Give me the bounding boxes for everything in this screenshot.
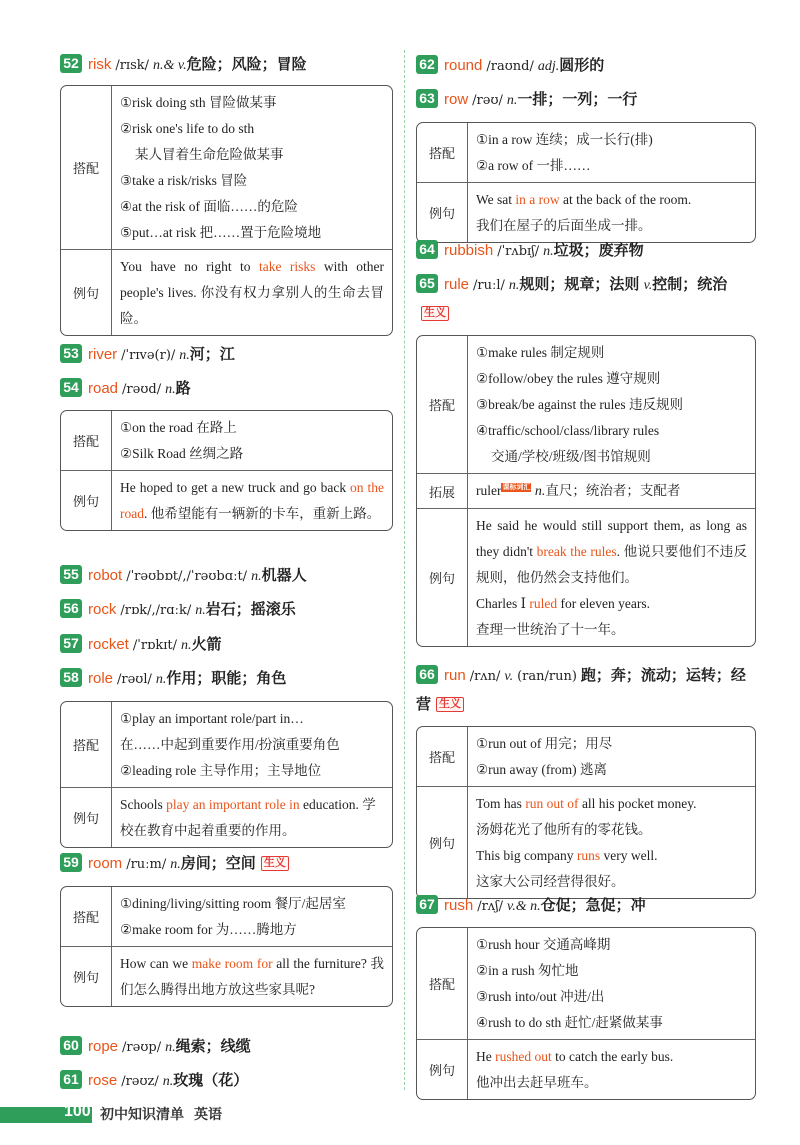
extension-content [468, 474, 755, 508]
headword: rock [88, 601, 117, 618]
example-sentence [112, 947, 392, 1006]
headword: rubbish [444, 242, 494, 259]
collocation-label: 搭配 [61, 702, 112, 787]
collocation-item: ②run away (from) 逃离 [476, 762, 607, 777]
entry-number: 54 [60, 378, 82, 397]
phonetic: /ˈrɪvə(r)/ [121, 348, 176, 363]
highlight-phrase: in a row [515, 192, 560, 207]
phonetic: /ˈrʌbɪʃ/ [497, 244, 540, 259]
collocation-row [417, 336, 755, 473]
part-of-speech: n.& v. [153, 58, 187, 73]
part-of-speech: n. [543, 244, 554, 259]
meaning: 一排；一列；一行 [517, 91, 638, 108]
entry-number: 56 [60, 599, 82, 618]
meaning: 跑；奔；流动；运转；经营 [416, 667, 746, 713]
headword: room [88, 855, 123, 872]
meaning: 圆形的 [559, 57, 605, 74]
entry-59-heading [60, 853, 393, 876]
phonetic: /rəʊp/ [122, 1040, 162, 1055]
collocation-row [61, 887, 392, 946]
example-text: How can we [120, 956, 192, 971]
headword: row [444, 91, 469, 108]
collocation-row [417, 727, 755, 786]
collocation-row [417, 928, 755, 1039]
entry-66-table [416, 726, 756, 899]
example-label: 例句 [61, 788, 112, 847]
example-text: very well. [600, 848, 658, 863]
example-text: with other people's lives. 你没有权力拿别人的生命去冒险。 [120, 259, 384, 326]
collocation-label: 搭配 [61, 86, 112, 249]
meaning: 火箭 [191, 636, 222, 653]
entry-number: 67 [416, 895, 438, 914]
example-row [61, 787, 392, 847]
entry-53-heading [60, 344, 393, 367]
highlight-phrase: ruled [529, 596, 558, 611]
entry-number: 62 [416, 55, 438, 74]
collocation-item: ②risk one's life to do sth [120, 121, 255, 136]
entry-59-table [60, 886, 393, 1007]
example-text: for eleven years. [557, 596, 651, 611]
entry-54-heading [60, 378, 393, 401]
headword: rose [88, 1072, 118, 1089]
collocation-row [61, 411, 392, 470]
extension-row [417, 473, 755, 508]
entry-52-heading [60, 54, 393, 77]
collocation-list [468, 336, 755, 473]
collocation-item: ④at the risk of 面临……的危险 [120, 199, 298, 214]
example-sentence [112, 250, 392, 335]
example-label: 例句 [417, 787, 468, 898]
collocation-label: 搭配 [61, 411, 112, 470]
collocation-item: ③rush into/out 冲进/出 [476, 989, 605, 1004]
part-of-speech: n. [179, 348, 190, 363]
extension-meaning: 直尺；统治者；支配者 [545, 483, 681, 498]
collocation-item: 在……中起到重要作用/扮演重要角色 [120, 737, 340, 752]
entry-65-heading [416, 271, 756, 328]
meaning: 仓促；急促；冲 [540, 897, 646, 914]
example-text: to catch the early bus. [551, 1049, 674, 1064]
entry-54-table [60, 410, 393, 531]
entry-63-table [416, 122, 756, 243]
headword: road [88, 380, 119, 397]
entry-number: 55 [60, 565, 82, 584]
collocation-label: 搭配 [417, 123, 468, 182]
headword: risk [88, 56, 112, 73]
example-sentence [468, 509, 755, 646]
part-of-speech: n. [181, 638, 192, 653]
example-line [476, 791, 747, 817]
entry-65-table [416, 335, 756, 647]
phonetic: /rəʊl/ [117, 672, 152, 687]
meaning: 玫瑰（花） [173, 1072, 249, 1089]
collocation-list [112, 86, 392, 249]
highlight-phrase: on the road [120, 480, 384, 521]
meaning: 河；江 [189, 346, 235, 363]
example-row [61, 470, 392, 530]
column-divider [404, 50, 405, 1090]
part-of-speech: adj. [537, 59, 560, 74]
meaning: 绳索；线缆 [175, 1038, 251, 1055]
phonetic: /ruːm/ [126, 857, 167, 872]
collocation-label: 搭配 [61, 887, 112, 946]
headword: rope [88, 1038, 119, 1055]
meaning: 规则；规章；法则 [519, 276, 640, 293]
collocation-row [61, 86, 392, 249]
example-label: 例句 [417, 183, 468, 242]
example-text: You have no right to [120, 259, 259, 274]
example-text: This big company [476, 848, 577, 863]
example-text: We sat [476, 192, 516, 207]
phonetic: /ruːl/ [473, 278, 505, 293]
entry-number: 58 [60, 668, 82, 687]
part-of-speech: n. [155, 672, 167, 687]
collocation-item: ③break/be against the rules 违反规则 [476, 397, 684, 412]
entry-number: 59 [60, 853, 82, 872]
entry-number: 53 [60, 344, 82, 363]
example-label: 例句 [417, 509, 468, 646]
subject-title: 英语 [194, 1106, 222, 1122]
example-label: 例句 [417, 1040, 468, 1099]
headword: robot [88, 567, 123, 584]
part-of-speech: n. [165, 382, 176, 397]
example-text: He hoped to get a new truck and go back [120, 480, 351, 495]
entry-number: 60 [60, 1036, 82, 1055]
example-text: He [476, 1049, 496, 1064]
new-meaning-tag: 生义 [421, 306, 449, 321]
collocation-item: 某人冒着生命危险做某事 [135, 147, 284, 162]
example-label: 例句 [61, 471, 112, 530]
headword: rule [444, 276, 470, 293]
entry-number: 65 [416, 274, 438, 293]
highlight-phrase: run out of [525, 796, 579, 811]
book-title: 初中知识清单 [100, 1106, 184, 1122]
collocation-item: ①rush hour 交通高峰期 [476, 937, 611, 952]
highlight-phrase: make room for [191, 956, 273, 971]
phonetic: /rɪsk/ [115, 58, 150, 73]
phonetic: /ˈrɒkɪt/ [132, 638, 177, 653]
example-text: all his pocket money. [578, 796, 697, 811]
example-translation: 查理一世统治了十一年。 [476, 622, 625, 637]
phonetic: /rəʊd/ [122, 382, 162, 397]
example-translation: 这家大公司经营得很好。 [476, 874, 625, 889]
verb-forms: (ran/run) [517, 669, 577, 684]
example-translation: 汤姆花光了他所有的零花钱。 [476, 822, 652, 837]
collocation-label: 搭配 [417, 727, 468, 786]
collocation-list [468, 123, 755, 182]
extension-pos: n. [534, 484, 546, 499]
collocation-item: ①dining/living/sitting room 餐厅/起居室 [120, 896, 346, 911]
collocation-item: ①in a row 连续；成一长行(排) [476, 132, 653, 147]
headword: rush [444, 897, 474, 914]
collocation-item: ③take a risk/risks 冒险 [120, 173, 248, 188]
collocation-list [112, 702, 392, 787]
example-text: . 他说只要他们不违反规则，他仍然会支持他们。 [476, 544, 748, 585]
part-of-speech: n. [170, 857, 181, 872]
extension-word: ruler [476, 483, 502, 498]
collocation-item: ④traffic/school/class/library rules [476, 423, 660, 438]
example-text: education. 学校在教育中起着重要的作用。 [120, 797, 376, 838]
collocation-list [468, 727, 755, 786]
collocation-row [417, 123, 755, 182]
extension-label: 拓展 [417, 474, 468, 508]
part-of-speech: n. [162, 1074, 174, 1089]
meaning: 危险；风险；冒险 [186, 56, 307, 73]
meaning: 作用；职能；角色 [166, 670, 287, 687]
entry-55-heading [60, 565, 393, 588]
example-row [61, 946, 392, 1006]
curriculum-badge: 课标词汇 [502, 483, 531, 491]
part-of-speech: n. [506, 93, 518, 108]
entry-number: 66 [416, 665, 438, 684]
entry-67-table [416, 927, 756, 1100]
collocation-item: ⑤put…at risk 把……置于危险境地 [120, 225, 322, 240]
new-meaning-tag: 生义 [436, 697, 464, 712]
example-text: all the furniture? 我们怎么腾得出地方放这些家具呢? [120, 956, 384, 997]
entry-66-heading [416, 662, 756, 719]
example-line [476, 591, 747, 617]
collocation-item: ②in a rush 匆忙地 [476, 963, 579, 978]
example-translation: 他冲出去赶早班车。 [476, 1075, 598, 1090]
phonetic: /raʊnd/ [486, 59, 534, 74]
phonetic: /rʌn/ [469, 669, 501, 684]
page-footer [0, 1101, 800, 1123]
collocation-item: ②Silk Road 丝绸之路 [120, 446, 244, 461]
example-row [61, 249, 392, 335]
headword: round [444, 57, 483, 74]
part-of-speech: n. [165, 1040, 176, 1055]
part-of-speech-2: v. [643, 278, 653, 293]
entry-60-heading [60, 1036, 393, 1059]
collocation-label: 搭配 [417, 928, 468, 1039]
entry-58-table [60, 701, 393, 848]
collocation-item: ④rush to do sth 赶忙/赶紧做某事 [476, 1015, 663, 1030]
example-sentence [112, 471, 392, 530]
entry-number: 61 [60, 1070, 82, 1089]
example-line [476, 187, 747, 213]
example-text: at the back of the room. [559, 192, 692, 207]
part-of-speech: v.& n. [507, 899, 541, 914]
example-label: 例句 [61, 250, 112, 335]
example-text: Schools [120, 797, 167, 812]
part-of-speech: n. [251, 569, 262, 584]
example-row [417, 1039, 755, 1099]
headword: role [88, 670, 114, 687]
collocation-list [112, 887, 392, 946]
example-translation: 我们在屋子的后面坐成一排。 [476, 218, 652, 233]
entry-52-table [60, 85, 393, 336]
highlight-phrase: rushed out [495, 1049, 552, 1064]
collocation-item: ②make room for 为……腾地方 [120, 922, 297, 937]
entry-62-heading [416, 55, 756, 78]
highlight-phrase: play an important role in [166, 797, 300, 812]
phonetic: /rəʊ/ [472, 93, 503, 108]
meaning: 房间；空间 [180, 855, 256, 872]
meaning-2: 控制；统治 [652, 276, 728, 293]
collocation-row [61, 702, 392, 787]
example-sentence [112, 788, 392, 847]
example-line [476, 843, 747, 869]
highlight-phrase: take risks [258, 259, 316, 274]
example-sentence [468, 1040, 755, 1099]
collocation-item: ①risk doing sth 冒险做某事 [120, 95, 277, 110]
example-line [476, 1044, 747, 1070]
example-row [417, 182, 755, 242]
headword: rocket [88, 636, 129, 653]
example-1 [476, 513, 747, 591]
entry-67-heading [416, 895, 756, 918]
example-text: Charles Ⅰ [476, 596, 530, 611]
collocation-item: ①make rules 制定规则 [476, 345, 605, 360]
new-meaning-tag: 生义 [261, 856, 289, 871]
entry-63-heading [416, 89, 756, 112]
highlight-phrase: runs [576, 848, 601, 863]
example-label: 例句 [61, 947, 112, 1006]
meaning: 机器人 [261, 567, 307, 584]
phonetic: /rʌʃ/ [477, 899, 504, 914]
collocation-item: ①play an important role/part in… [120, 711, 304, 726]
headword: river [88, 346, 118, 363]
collocation-item: ①on the road 在路上 [120, 420, 237, 435]
phonetic: /rəʊz/ [121, 1074, 159, 1089]
entry-61-heading [60, 1070, 393, 1093]
collocation-list [112, 411, 392, 470]
example-text: Tom has [476, 796, 526, 811]
meaning: 垃圾；废弃物 [553, 242, 644, 259]
example-sentence [468, 183, 755, 242]
entry-57-heading [60, 634, 393, 657]
meaning: 路 [175, 380, 191, 397]
phonetic: /rɒk/,/rɑːk/ [120, 603, 192, 618]
part-of-speech: v. [504, 669, 514, 684]
entry-64-heading [416, 240, 756, 263]
example-row [417, 508, 755, 646]
meaning: 岩石；摇滚乐 [205, 601, 296, 618]
phonetic: /ˈrəʊbɒt/,/ˈrəʊbɑːt/ [126, 569, 248, 584]
entry-number: 52 [60, 54, 82, 73]
part-of-speech: n. [508, 278, 520, 293]
entry-number: 63 [416, 89, 438, 108]
example-row [417, 786, 755, 898]
part-of-speech: n. [195, 603, 206, 618]
collocation-list [468, 928, 755, 1039]
footer-title [100, 1104, 232, 1124]
collocation-item: ①run out of 用完；用尽 [476, 736, 613, 751]
headword: run [444, 667, 466, 684]
example-text: He said he would still support them, as long as they didn't [476, 518, 747, 559]
entry-56-heading [60, 599, 393, 622]
example-sentence [468, 787, 755, 898]
collocation-item: 交通/学校/班级/图书馆规则 [491, 449, 651, 464]
collocation-label: 搭配 [417, 336, 468, 473]
collocation-item: ②a row of 一排…… [476, 158, 591, 173]
page-number: 100 [64, 1103, 91, 1120]
collocation-item: ②leading role 主导作用；主导地位 [120, 763, 322, 778]
entry-number: 57 [60, 634, 82, 653]
example-text: . 他希望能有一辆新的卡车，重新上路。 [144, 506, 381, 521]
collocation-item: ②follow/obey the rules 遵守规则 [476, 371, 661, 386]
highlight-phrase: break the rules [536, 544, 617, 559]
entry-58-heading [60, 668, 393, 691]
entry-number: 64 [416, 240, 438, 259]
